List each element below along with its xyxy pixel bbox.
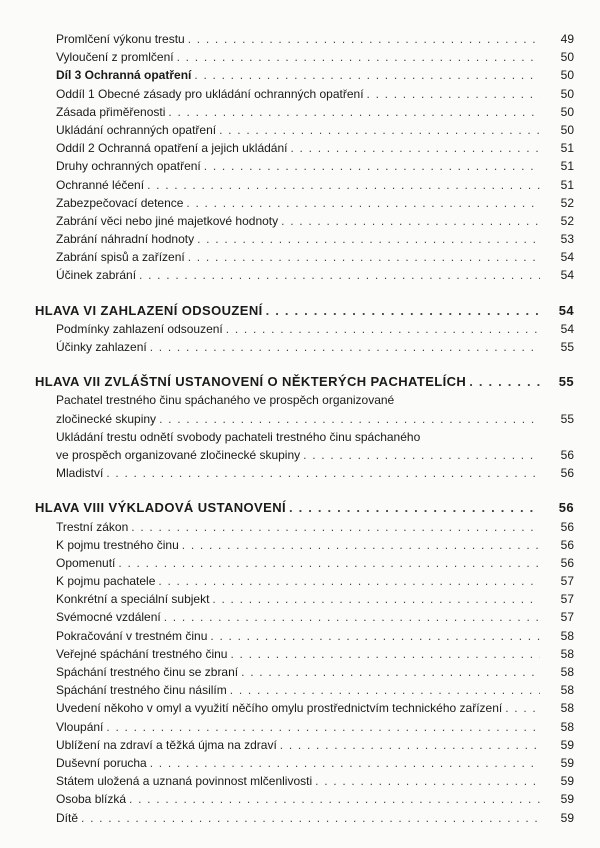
toc-entry bbox=[0, 736, 600, 754]
dot-leader bbox=[168, 103, 540, 121]
dot-leader bbox=[188, 30, 540, 48]
dot-leader bbox=[131, 518, 540, 536]
toc-entry bbox=[0, 66, 600, 84]
toc-page-number: 55 bbox=[558, 374, 574, 390]
toc-entry-title: Svémocné vzdálení bbox=[56, 610, 161, 625]
toc-entry bbox=[0, 266, 600, 284]
toc-page-number: 57 bbox=[560, 574, 574, 589]
toc-page-number: 58 bbox=[560, 665, 574, 679]
toc-entry bbox=[0, 772, 600, 790]
section-gap bbox=[0, 285, 600, 302]
toc-entry-title: Vyloučení z promlčení bbox=[56, 50, 174, 65]
dot-leader bbox=[315, 772, 540, 790]
dot-leader bbox=[81, 809, 540, 827]
toc-entry bbox=[0, 754, 600, 772]
dot-leader bbox=[182, 536, 540, 554]
toc-entry-title: Spáchání trestného činu se zbraní bbox=[56, 665, 239, 679]
toc-page-number: 59 bbox=[560, 755, 574, 770]
toc-entry bbox=[0, 139, 600, 157]
toc-entry-title: Uvedení někoho v omyl a využití něčího omylu prostřednictvím technického zařízení bbox=[56, 701, 503, 716]
toc-page-number: 57 bbox=[560, 592, 574, 607]
dot-leader bbox=[212, 590, 540, 608]
toc-entry-title: Oddíl 2 Ochranná opatření a jejich ukládání bbox=[56, 141, 288, 156]
dot-leader bbox=[106, 718, 540, 736]
section-gap bbox=[0, 356, 600, 373]
toc-entry-line bbox=[0, 391, 600, 409]
toc-chapter-heading bbox=[0, 373, 600, 391]
dot-leader bbox=[150, 754, 540, 772]
toc-entry-title: HLAVA VII ZVLÁŠTNÍ USTANOVENÍ O NĚKTERÝCH PACHATELÍCH bbox=[35, 374, 467, 390]
toc-entry-title: Pokračování v trestném činu bbox=[56, 628, 208, 643]
toc-entry-title: Účinek zabrání bbox=[56, 268, 137, 283]
dot-leader bbox=[158, 572, 540, 590]
toc-page-number: 55 bbox=[560, 340, 574, 354]
toc-page-number: 56 bbox=[560, 555, 574, 570]
toc-entry bbox=[0, 338, 600, 356]
toc-entry bbox=[0, 230, 600, 248]
toc-chapter-heading bbox=[0, 499, 600, 517]
dot-leader bbox=[129, 790, 540, 808]
toc-entry bbox=[0, 248, 600, 266]
toc-entry-title: Vloupání bbox=[56, 719, 104, 734]
toc-page-number: 56 bbox=[560, 466, 574, 481]
toc-page-number: 56 bbox=[558, 500, 574, 516]
toc-entry bbox=[0, 103, 600, 121]
toc-entry bbox=[0, 809, 600, 827]
dot-leader bbox=[290, 139, 540, 157]
toc-entry bbox=[0, 699, 600, 717]
toc-entry bbox=[0, 790, 600, 808]
toc-entry-title: Zabrání věci nebo jiné majetkové hodnoty bbox=[56, 213, 279, 228]
toc-page-number: 56 bbox=[560, 519, 574, 534]
toc-entry-title: Mladiství bbox=[56, 466, 104, 481]
toc-page-number: 57 bbox=[560, 610, 574, 625]
toc-entry-title: Podmínky zahlazení odsouzení bbox=[56, 321, 223, 336]
toc-page-number: 50 bbox=[560, 86, 574, 101]
toc-page-number: 50 bbox=[560, 68, 574, 83]
toc-entry bbox=[0, 645, 600, 663]
toc-entry-title: Zásada přiměřenosti bbox=[56, 104, 166, 119]
toc-page-number: 49 bbox=[560, 32, 574, 46]
toc-entry-title: HLAVA VI ZAHLAZENÍ ODSOUZENÍ bbox=[35, 302, 263, 318]
toc-entry bbox=[0, 410, 600, 428]
toc-entry-title: Ukládání ochranných opatření bbox=[56, 122, 217, 137]
toc-entry-title: Ukládání trestu odnětí svobody pachateli trestného činu spáchaného bbox=[56, 429, 421, 444]
toc-entry-title: K pojmu pachatele bbox=[56, 574, 156, 589]
toc-chapter-heading bbox=[0, 302, 600, 320]
toc-entry bbox=[0, 518, 600, 536]
dot-leader bbox=[186, 194, 540, 212]
toc-entry bbox=[0, 176, 600, 194]
dot-leader bbox=[219, 121, 540, 139]
dot-leader bbox=[367, 85, 540, 103]
toc-entry-title: Konkrétní a speciální subjekt bbox=[56, 592, 210, 607]
toc-entry bbox=[0, 48, 600, 66]
toc-entry bbox=[0, 121, 600, 139]
dot-leader bbox=[505, 699, 540, 717]
toc-page-number: 58 bbox=[560, 719, 574, 734]
toc-entry bbox=[0, 681, 600, 699]
toc-entry-line bbox=[0, 428, 600, 446]
dot-leader bbox=[241, 663, 540, 681]
toc-entry bbox=[0, 320, 600, 338]
toc-page-number: 50 bbox=[560, 122, 574, 137]
toc-entry bbox=[0, 608, 600, 626]
toc-entry-title: Promlčení výkonu trestu bbox=[56, 32, 185, 46]
dot-leader bbox=[177, 48, 540, 66]
toc-entry bbox=[0, 194, 600, 212]
toc-entry-title: Ublížení na zdraví a těžká újma na zdraví bbox=[56, 737, 277, 752]
toc-entry-title: Veřejné spáchání trestného činu bbox=[56, 646, 228, 661]
dot-leader bbox=[159, 410, 540, 428]
toc-entry-title: Díl 3 Ochranná opatření bbox=[56, 68, 192, 83]
toc-entry-title: HLAVA VIII VÝKLADOVÁ USTANOVENÍ bbox=[35, 500, 286, 516]
toc-entry-title: zločinecké skupiny bbox=[56, 411, 157, 426]
toc-entry bbox=[0, 212, 600, 230]
toc-entry-title: Trestní zákon bbox=[56, 519, 129, 534]
toc-entry bbox=[0, 554, 600, 572]
toc-entry bbox=[0, 85, 600, 103]
toc-page-number: 59 bbox=[560, 737, 574, 752]
toc-page-number: 56 bbox=[560, 537, 574, 552]
dot-leader bbox=[280, 736, 540, 754]
dot-leader bbox=[303, 446, 540, 464]
toc-page-number: 55 bbox=[560, 411, 574, 426]
toc-entry bbox=[0, 590, 600, 608]
toc-page-number: 58 bbox=[560, 646, 574, 661]
toc-page-number: 59 bbox=[560, 792, 574, 807]
toc-entry bbox=[0, 663, 600, 681]
toc-entry-title: Účinky zahlazení bbox=[56, 340, 147, 354]
toc-entry-title: ve prospěch organizované zločinecké skupiny bbox=[56, 447, 301, 462]
toc-entry-title: Dítě bbox=[56, 810, 79, 825]
dot-leader bbox=[266, 302, 540, 320]
toc-entry-title: K pojmu trestného činu bbox=[56, 537, 179, 552]
toc-page-number: 52 bbox=[560, 213, 574, 228]
toc-entry-title: Duševní porucha bbox=[56, 755, 147, 770]
toc-page-number: 56 bbox=[560, 447, 574, 462]
toc-entry-title: Státem uložená a uznaná povinnost mlčenlivosti bbox=[56, 774, 313, 789]
toc-entry-title: Osoba blízká bbox=[56, 792, 127, 807]
toc-entry bbox=[0, 464, 600, 482]
dot-leader bbox=[150, 338, 540, 356]
toc-entry bbox=[0, 536, 600, 554]
dot-leader bbox=[204, 157, 540, 175]
table-of-contents bbox=[0, 30, 600, 827]
dot-leader bbox=[106, 464, 540, 482]
toc-entry-title: Druhy ochranných opatření bbox=[56, 159, 201, 174]
dot-leader bbox=[230, 681, 540, 699]
dot-leader bbox=[281, 212, 540, 230]
toc-page-number: 52 bbox=[560, 195, 574, 210]
toc-page-number: 51 bbox=[560, 141, 574, 156]
toc-entry-title: Zabrání náhradní hodnoty bbox=[56, 232, 195, 247]
toc-page-number: 54 bbox=[558, 302, 574, 318]
toc-entry-title: Ochranné léčení bbox=[56, 177, 145, 192]
toc-page-number: 54 bbox=[560, 321, 574, 336]
toc-entry-title: Zabezpečovací detence bbox=[56, 195, 184, 210]
dot-leader bbox=[197, 230, 540, 248]
toc-entry-title: Opomenutí bbox=[56, 555, 116, 570]
toc-page-number: 51 bbox=[560, 159, 574, 174]
dot-leader bbox=[147, 176, 540, 194]
section-gap bbox=[0, 482, 600, 499]
dot-leader bbox=[230, 645, 540, 663]
dot-leader bbox=[164, 608, 540, 626]
toc-page-number: 59 bbox=[560, 810, 574, 825]
toc-entry-title: Zabrání spisů a zařízení bbox=[56, 250, 185, 265]
toc-entry-title: Pachatel trestného činu spáchaného ve prospěch organizované bbox=[56, 393, 395, 408]
toc-entry-title: Oddíl 1 Obecné zásady pro ukládání ochranných opatření bbox=[56, 86, 364, 101]
toc-page-number: 58 bbox=[560, 701, 574, 716]
dot-leader bbox=[226, 320, 540, 338]
dot-leader bbox=[194, 66, 540, 84]
toc-page-number: 50 bbox=[560, 50, 574, 65]
dot-leader bbox=[469, 373, 540, 391]
toc-page-number: 59 bbox=[560, 774, 574, 789]
toc-entry bbox=[0, 446, 600, 464]
toc-page-number: 51 bbox=[560, 177, 574, 192]
toc-entry bbox=[0, 718, 600, 736]
dot-leader bbox=[188, 248, 540, 266]
toc-page-number: 54 bbox=[560, 268, 574, 283]
toc-page-number: 58 bbox=[560, 628, 574, 643]
toc-entry bbox=[0, 572, 600, 590]
toc-page-number: 53 bbox=[560, 232, 574, 247]
toc-page-number: 50 bbox=[560, 104, 574, 119]
toc-entry bbox=[0, 30, 600, 48]
toc-page-number: 58 bbox=[560, 683, 574, 698]
toc-entry-title: Spáchání trestného činu násilím bbox=[56, 683, 227, 698]
dot-leader bbox=[210, 627, 540, 645]
dot-leader bbox=[139, 266, 540, 284]
dot-leader bbox=[289, 499, 540, 517]
toc-page-number: 54 bbox=[560, 250, 574, 265]
toc-entry bbox=[0, 627, 600, 645]
dot-leader bbox=[118, 554, 540, 572]
toc-entry bbox=[0, 157, 600, 175]
